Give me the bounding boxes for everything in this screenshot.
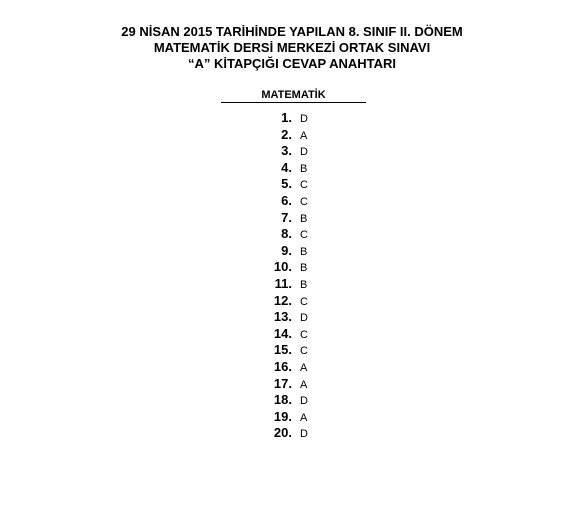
question-number: 17. — [273, 375, 292, 391]
answer-letter: C — [300, 345, 308, 358]
question-number: 20. — [273, 425, 292, 441]
answer-letter: B — [300, 262, 308, 275]
answer-letter: C — [300, 179, 308, 192]
question-number: 1. — [281, 110, 292, 125]
answer-key-title: “A” KİTAPÇIĞI CEVAP ANAHTARI — [187, 56, 396, 71]
question-number: 13. — [273, 309, 292, 325]
answer-letter: C — [300, 195, 308, 208]
answer-row — [240, 359, 360, 376]
exam-title: 29 NİSAN 2015 TARİHİNDE YAPILAN 8. SINIF II. DÖNEM — [121, 24, 463, 39]
answer-row — [240, 342, 360, 359]
answer-row — [240, 143, 360, 160]
question-number: 19. — [273, 408, 292, 424]
answer-letter: A — [300, 361, 308, 374]
document-header — [0, 24, 584, 72]
answer-row — [240, 326, 360, 343]
answer-row — [240, 276, 360, 293]
answer-row — [240, 243, 360, 260]
answer-row — [240, 376, 360, 393]
answer-letter: B — [300, 162, 308, 175]
answer-letter: D — [300, 428, 308, 441]
question-number: 16. — [273, 358, 292, 374]
question-number: 11. — [274, 275, 292, 291]
answer-letter: C — [300, 295, 308, 308]
answer-row — [240, 210, 360, 227]
answer-row — [240, 193, 360, 210]
question-number: 10. — [273, 259, 292, 275]
question-number: 4. — [281, 159, 292, 175]
answer-row — [240, 176, 360, 193]
answer-row — [240, 293, 360, 310]
answer-letter: D — [300, 113, 308, 125]
answer-letter: D — [300, 312, 308, 325]
question-number: 2. — [281, 126, 292, 142]
answer-letter: A — [300, 378, 308, 391]
answer-row — [240, 110, 360, 127]
answer-letter: B — [300, 245, 308, 258]
answer-letter: C — [300, 328, 308, 341]
question-number: 14. — [273, 325, 292, 341]
question-number: 12. — [273, 292, 292, 308]
answer-letter: B — [300, 278, 308, 291]
answer-row — [240, 160, 360, 177]
answer-row — [240, 309, 360, 326]
exam-subtitle: MATEMATİK DERSİ MERKEZİ ORTAK SINAVI — [153, 40, 431, 55]
answer-row — [240, 392, 360, 409]
answer-list — [240, 110, 360, 442]
answer-letter: B — [300, 212, 308, 225]
subject-heading: MATEMATİK — [221, 88, 366, 103]
answer-row — [240, 259, 360, 276]
question-number: 3. — [281, 143, 292, 159]
question-number: 8. — [281, 226, 292, 242]
question-number: 15. — [273, 342, 292, 358]
answer-row — [240, 127, 360, 144]
answer-letter: D — [300, 146, 308, 159]
question-number: 9. — [281, 242, 292, 258]
answer-letter: C — [300, 229, 308, 242]
question-number: 18. — [273, 392, 292, 408]
question-number: 7. — [281, 209, 292, 225]
question-number: 6. — [281, 192, 292, 208]
answer-letter: D — [300, 395, 308, 408]
answer-row — [240, 425, 360, 442]
answer-letter: A — [300, 129, 308, 142]
question-number: 5. — [281, 176, 292, 192]
answer-row — [240, 226, 360, 243]
answer-row — [240, 409, 360, 426]
answer-letter: A — [300, 411, 308, 424]
